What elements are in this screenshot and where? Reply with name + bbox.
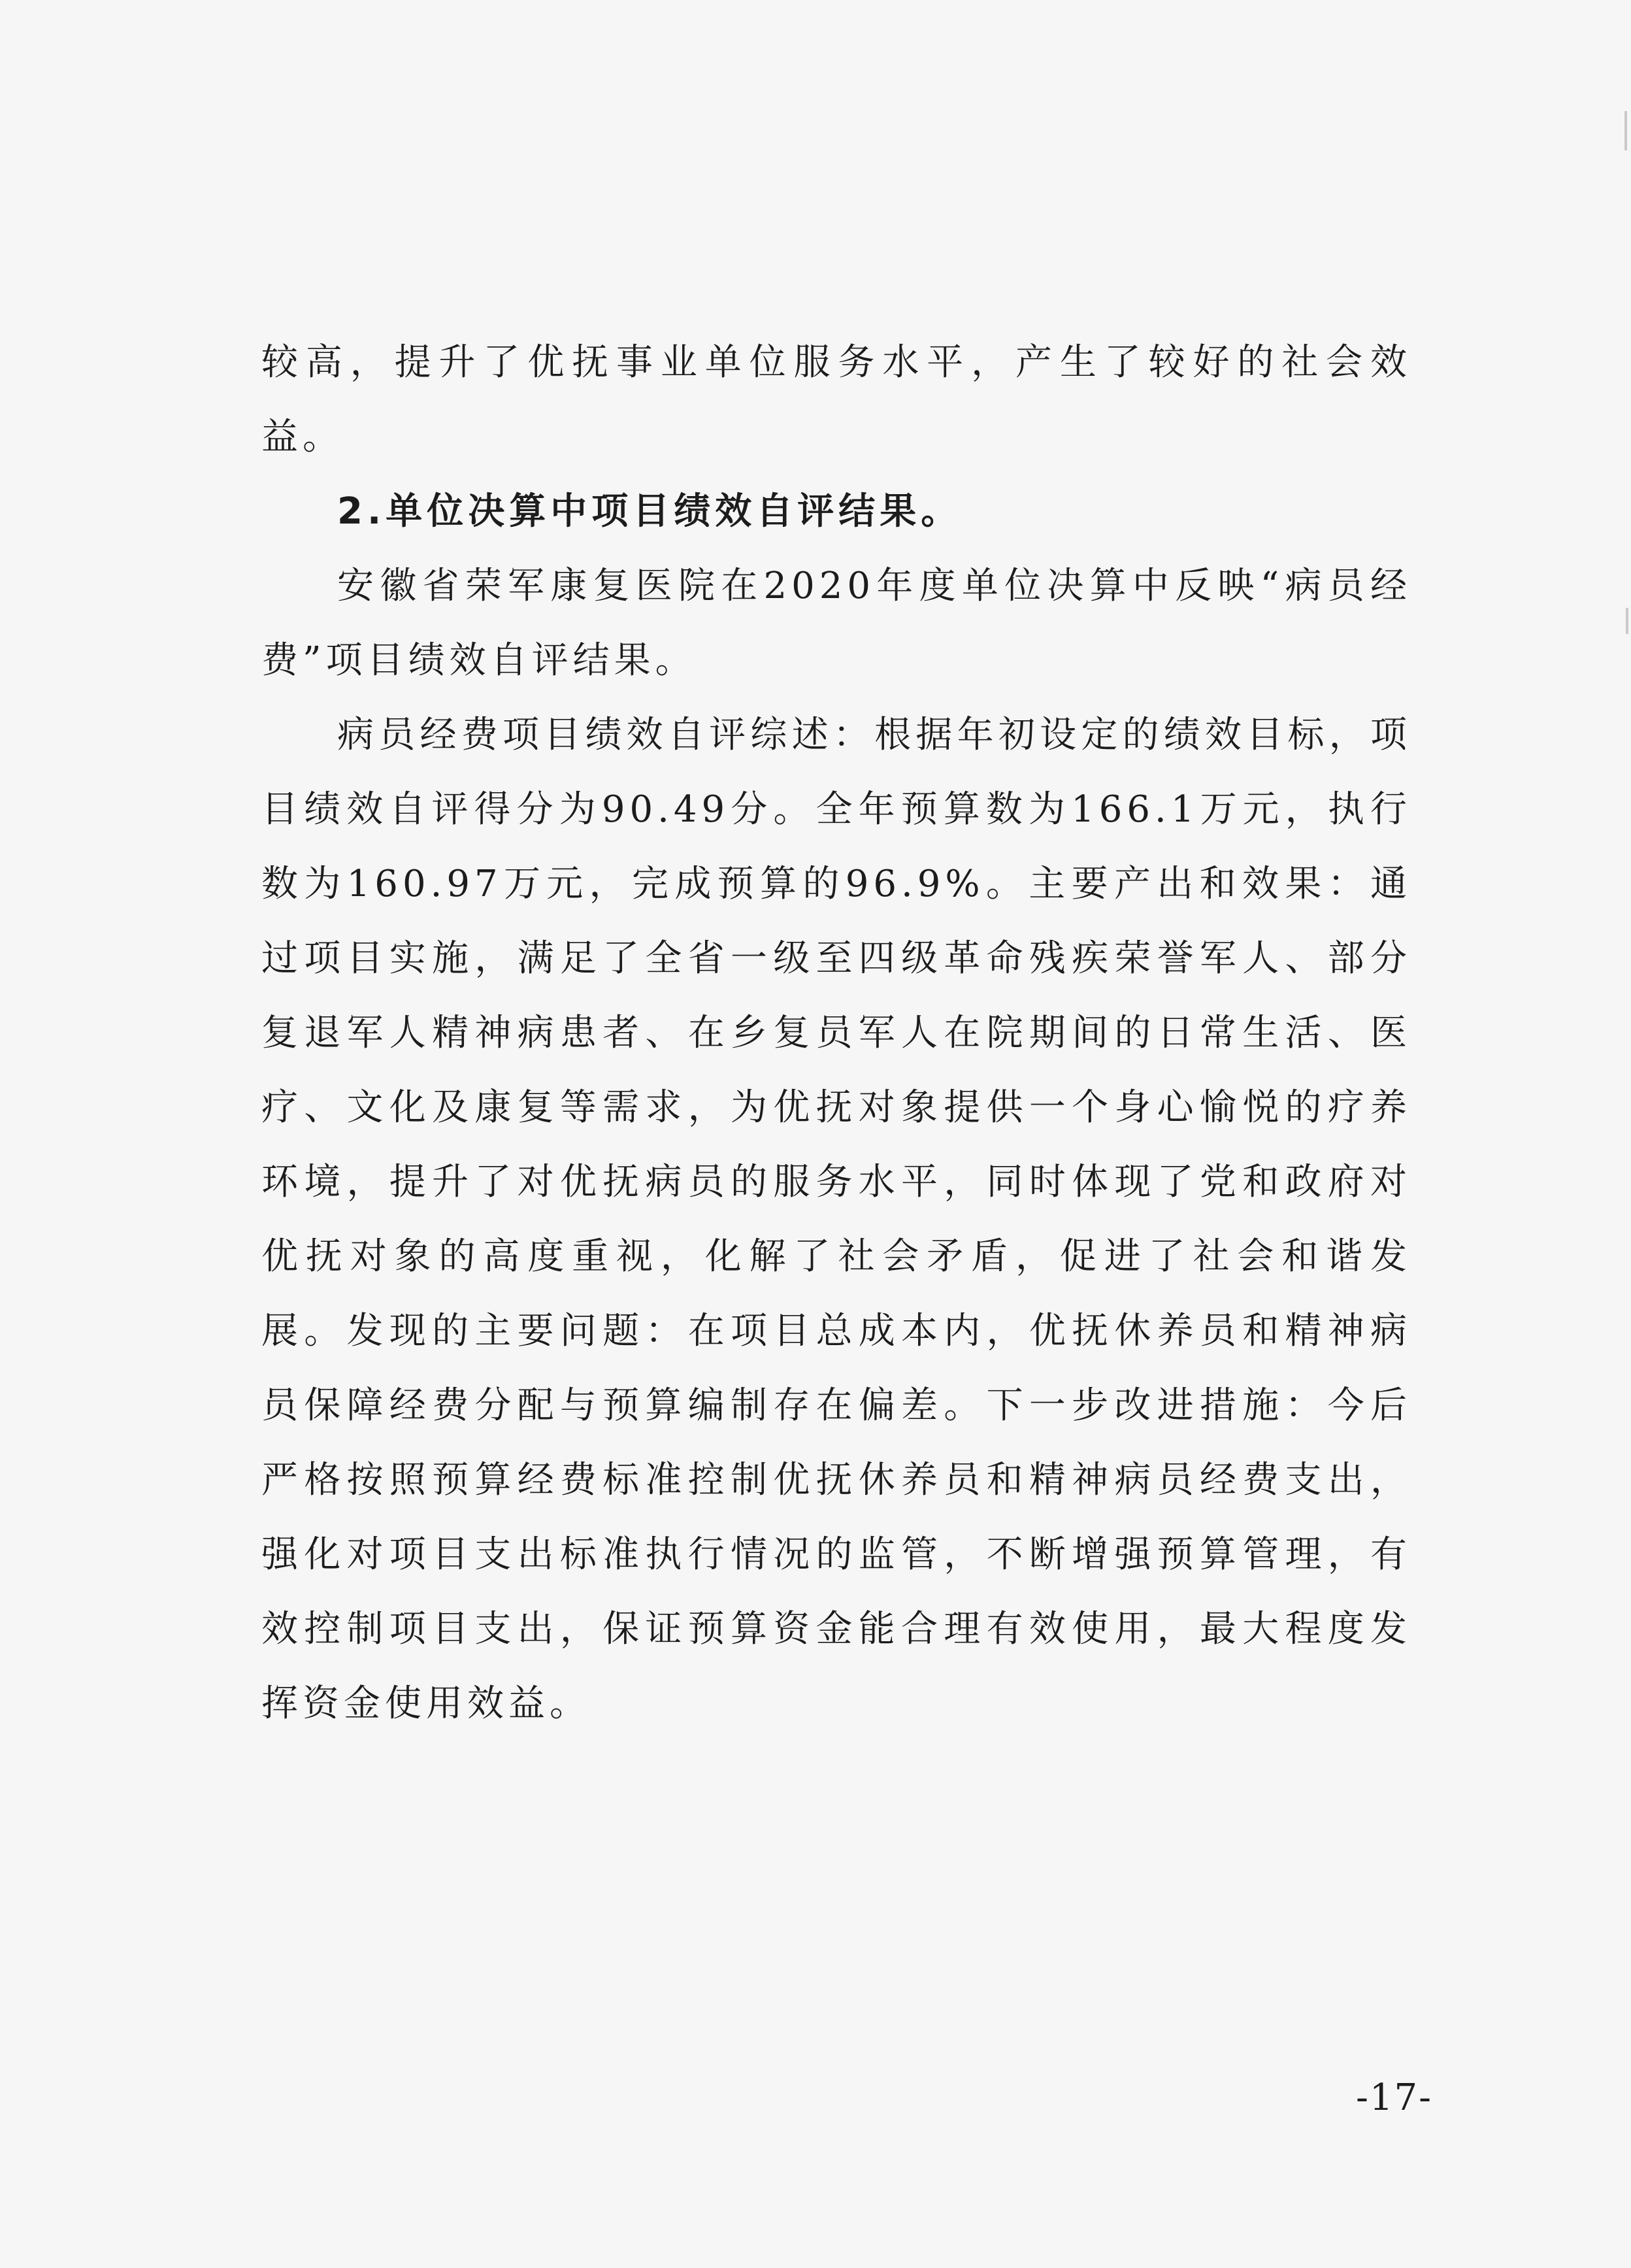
paragraph-continuation: 较高，提升了优抚事业单位服务水平，产生了较好的社会效益。 [261, 341, 1411, 458]
paragraph-summary: 病员经费项目绩效自评综述：根据年初设定的绩效目标，项目绩效自评得分为90.49分。全年预算数为166.1万元，执行数为160.97万元，完成预算的96.9%。主要产出和效果：通过项目实施，满足了全省一级至四级革命残疾荣誉军人、部分复退军人精神病患者、在乡复员军人在院期间的日常生活、医疗、文化及康复等需求，为优抚对象提供一个身心愉悦的疗养环境，提升了对优抚病员的服务水平，同时体现了党和政府对优抚对象的高度重视，化解了社会矛盾，促进了社会和谐发展。发现的主要问题：在项目总成本内，优抚休养员和精神病员保障经费分配与预算编制存在偏差。下一步改进措施：今后严格按照预算经费标准控制优抚休养员和精神病员经费支出，强化对项目支出标准执行情况的监管，不断增强预算管理，有效控制项目支出，保证预算资金能合理有效使用，最大程度发挥资金使用效益。 [261, 714, 1411, 1725]
scan-edge-mark [1626, 608, 1628, 634]
scan-edge-mark [1624, 111, 1627, 150]
body-text [261, 325, 1411, 1741]
page-number: -17- [1356, 2076, 1433, 2119]
paragraph-intro: 安徽省荣军康复医院在2020年度单位决算中反映“病员经费”项目绩效自评结果。 [261, 565, 1411, 682]
section-heading: 2.单位决算中项目绩效自评结果。 [337, 490, 963, 533]
